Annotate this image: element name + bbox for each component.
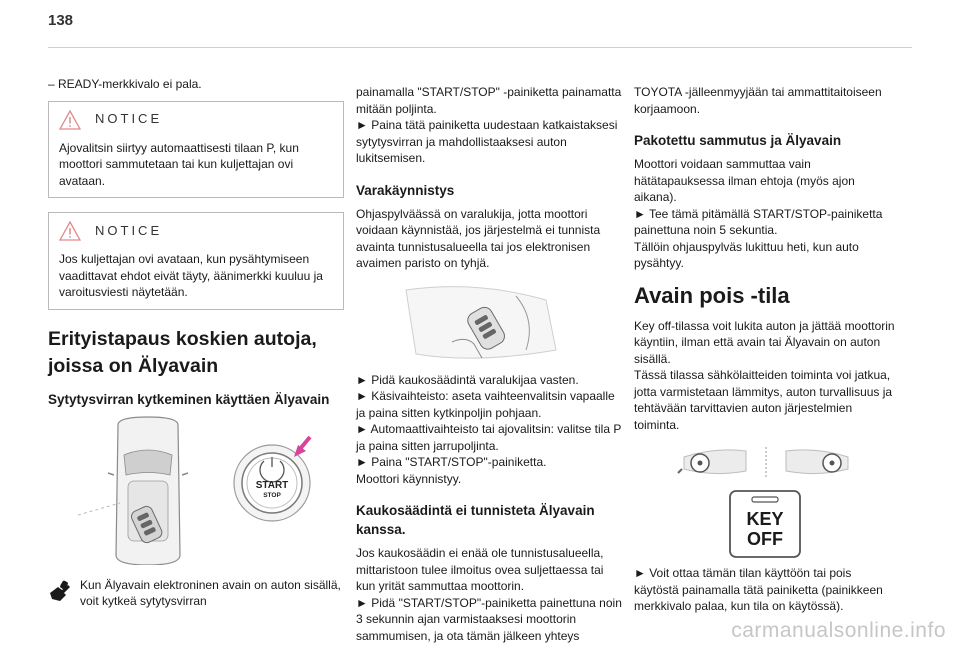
paragraph: TOYOTA -jälleenmyyjään tai ammattitaitoiseen korjaamoon. [634,85,882,116]
car-and-start-button-figure [48,415,344,565]
notice-text: Jos kuljettajan ovi avataan, kun pysähtymiseen vaadittavat ehdot eivät täyty, äänimerkki kuuluu ja varoitusviesti näytetään. [59,252,323,299]
figure-caption [48,577,344,610]
caption-text: Kun Älyavain elektroninen avain on auton sisällä, voit kytkeä sytytysvirran [80,577,341,608]
steering-wheel-illustration-right [786,450,848,474]
paragraph: painamalla "START/STOP" -painiketta painamatta mitään poljinta. [356,85,622,116]
subsection-heading: Sytytysvirran kytkeminen käyttäen Älyavain [48,391,330,407]
notice-box-2 [48,212,344,310]
key-off-figure [634,441,898,559]
paragraph: Ohjaspylväässä on varalukija, jotta moottori voidaan käynnistää, jos järjestelmä ei tunnista avainta tunnistusalueella tai jos elektronisen avaimen paristo on tyhjä. [356,206,601,270]
notice-title: NOTICE [95,222,163,238]
paragraph: ► Pidä kaukosäädintä varalukijaa vasten. ► Käsivaihteisto: aseta vaihteenvalitsin vapaalle ja paina sitten kytkinpoljin pohjaan. ► Automaattivaihteisto tai ajovalitsin: valitse tila P ja paina sitten jarrupoljinta. ► Paina "START/STOP"-painiketta. Moottori käynnistyy. [356,372,622,486]
paragraph: Key off-tilassa voit lukita auton ja jättää moottorin käyntiin, ilman että avain tai Älyavain on auton sisällä. Tässä tilassa sähkölaitteiden toiminta voi jatkua, jotta varmistetaan lämmitys, auton turvallisuus ja tehtävään tarvittavien auton järjestelmien toiminta. [634,318,895,432]
column-2 [356,84,624,652]
backup-reader-figure [356,280,624,364]
notice-text: Ajovalitsin siirtyy automaattisesti tilaan P, kun moottori sammutetaan tai kun kuljettajan ovi avataan. [59,140,299,188]
car-top-view-illustration [78,417,188,565]
paragraph: Jos kaukosäädin ei enää ole tunnistusalueella, mittaristoon tulee ilmoitus ovea suljettaessa tai kun yrität sammuttaa moottorin. ► Pidä "START/STOP"-painiketta painettuna noin 3 sekunnin ajan varmistaaksesi moottorin sammumisen, ja ota tämän jälkeen yhteys [356,546,622,643]
column-3 [634,84,898,623]
header-divider [48,47,912,48]
paragraph: ► Voit ottaa tämän tilan käyttöön tai pois käytöstä painamalla tätä painiketta (painikkeen merkkivalo palaa, kun tila on käytössä). [634,566,883,613]
page-number: 138 [48,12,74,29]
column-1 [48,76,344,610]
warning-triangle-icon [59,221,81,241]
paragraph: ► Paina tätä painiketta uudestaan katkaistaksesi sytytysvirran ja mahdollistaaksesi auton lukitsemisen. [356,118,618,165]
paragraph: Moottori voidaan sammuttaa vain hätätapauksessa ilman ehtoja (myös ajon aikana). ► Tee tämä pitämällä START/STOP-painiketta painettuna noin 5 sekuntia. Tällöin ohjauspylväs lukittuu heti, kun auto pysähtyy. [634,157,883,270]
button-label-stop: STOP [263,491,281,499]
heading-pakotettu-sammutus: Pakotettu sammutus ja Älyavain [634,133,842,148]
key-off-label-line1: KEY [746,509,784,529]
heading-kaukosaadin: Kaukosäädintä ei tunnisteta Älyavain kanssa. [356,503,595,537]
key-off-label-line2: OFF [747,529,783,549]
watermark: carmanualsonline.info [731,619,946,642]
steering-wheel-illustration-left [678,450,746,474]
heading-varakaynnistys: Varakäynnistys [356,182,455,198]
button-label-start: START [255,479,289,491]
ready-line: – READY-merkkivalo ei pala. [48,77,202,91]
warning-triangle-icon [59,110,81,130]
key-off-button-illustration [730,491,800,557]
section-heading: Erityistapaus koskien autoja, joissa on Älyavain [48,327,317,377]
heading-avain-pois-tila: Avain pois -tila [634,282,790,308]
smart-key-hand-icon [48,579,72,603]
notice-box-1 [48,101,344,199]
start-stop-button-illustration [234,437,310,521]
notice-title: NOTICE [95,111,163,127]
